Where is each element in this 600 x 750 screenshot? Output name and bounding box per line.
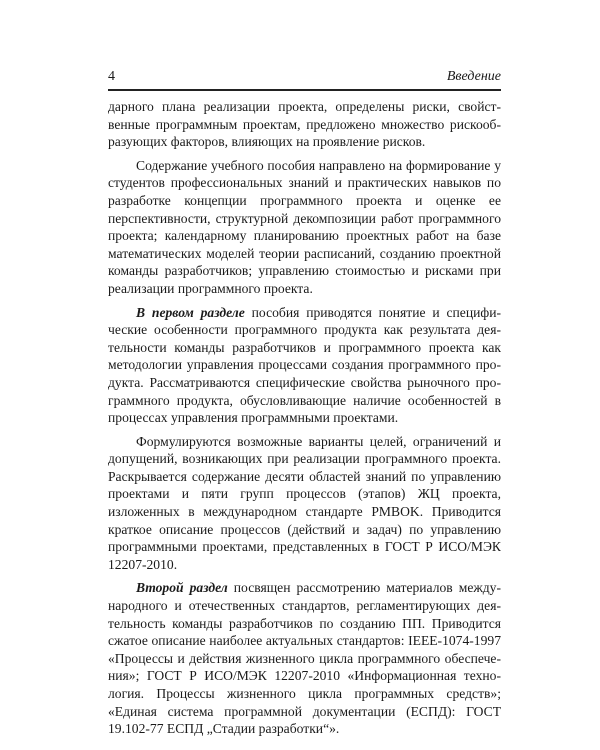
running-title: Введение: [446, 69, 501, 84]
paragraph-text: пособия приводятся понятие и специфические особенности программного продукта как результата деятельности команды разработчиков и программного проекта как методологии управления процессами создания программного продукта. Рассматриваются специфические свойства рыночного программного продукта, обусловливающие наличие особенностей в процессах управления программными проектами.: [108, 304, 501, 426]
paragraph: [108, 433, 501, 574]
page-number: 4: [108, 69, 115, 84]
paragraph: [108, 579, 501, 737]
paragraph-text: посвящен рассмотрению материалов международного и отечественных стандартов, регламентирующих деятельность команды разработчиков по созданию ПП. Приводится сжатое описание наиболее актуальных стандартов: IEEE-1074-1997 «Процессы и действия жизненного цикла программного обеспечения»; ГОСТ Р ИСО/МЭК 12207-2010 «Информационная технология. Процессы жизненного цикла программных средств»; «Единая система программной документации (ЕСПД): ГОСТ 19.102-77 ЕСПД „Стадии разработки“».: [108, 580, 502, 737]
paragraph: [108, 98, 501, 151]
paragraph-text: Содержание учебного пособия направлено на формирование у студентов профессиональных знаний и практических навыков по разработке концепции программного проекта и оценке ее перспективности, структурной декомпозиции работ программного проекта; календарному планированию проектных работ на базе математических моделей теории расписаний, созданию проектной команды разработчиков; управлению стоимостью и рисками при реализации программного проекта.: [108, 157, 501, 296]
body-text: [108, 98, 501, 744]
paragraph: [108, 157, 501, 298]
section-lead-emphasis: Второй раздел: [136, 580, 228, 596]
paragraph: [108, 304, 501, 427]
page-header: [108, 67, 501, 91]
paragraph-text: дарного плана реализации проекта, определены риски, свойственные программным проектам, предложено множество рискообразующих факторов, влияющих на проявление рисков.: [108, 99, 501, 150]
paragraph-text: Формулируются возможные варианты целей, ограничений и допущений, возникающих при реализации программного проекта. Раскрывается содержание десяти областей знаний по управлению проектами и пяти групп процессов (этапов) ЖЦ проекта, изложенных в международном стандарте PMBOK. Приводится краткое описание процессов (действий и задач) по управлению программными проектами, представленных в ГОСТ Р ИСО/МЭК 12207-2010.: [108, 433, 501, 572]
section-lead-emphasis: В первом разделе: [136, 304, 245, 320]
